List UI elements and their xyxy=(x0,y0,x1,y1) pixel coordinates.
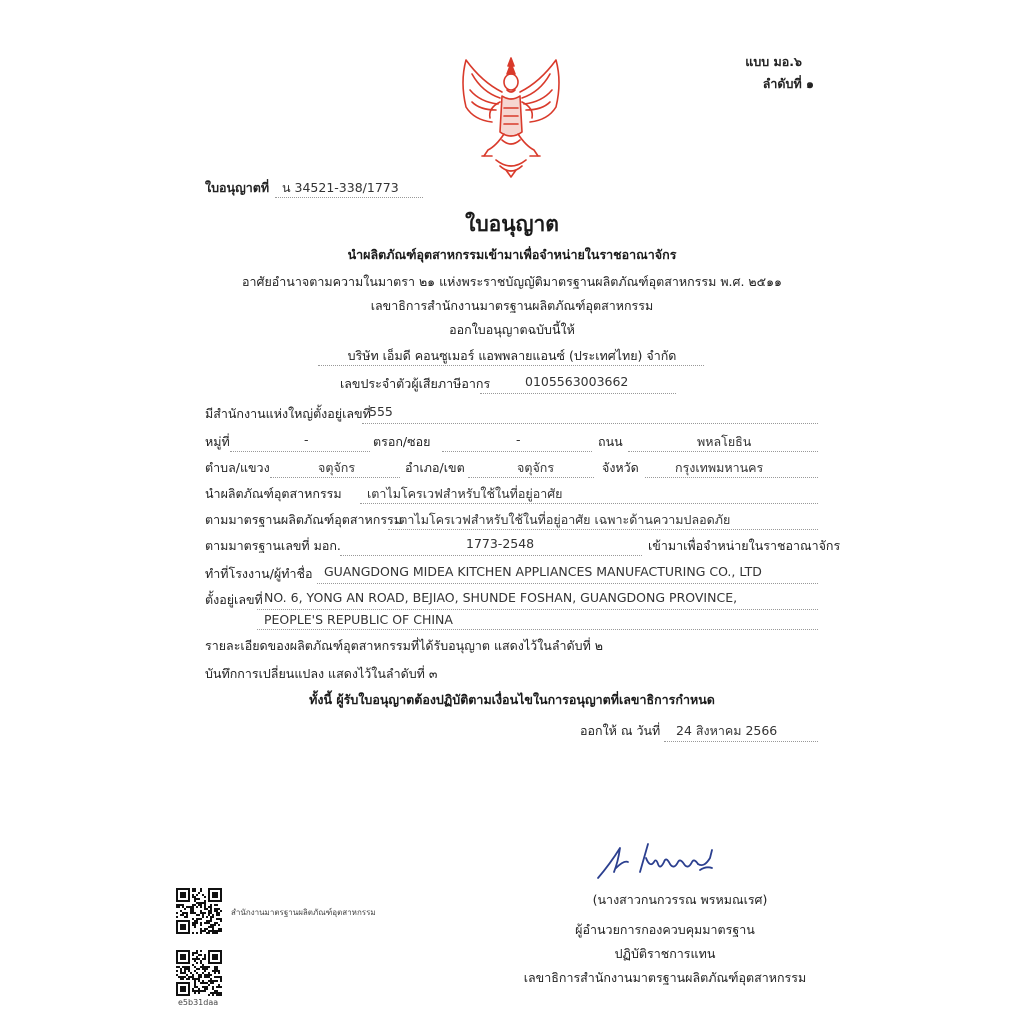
issue-date-underline xyxy=(664,741,818,742)
issuer-text: เลขาธิการสำนักงานมาตรฐานผลิตภัณฑ์อุตสาหกรรม xyxy=(370,298,654,313)
head-office-label: มีสำนักงานแห่งใหญ่ตั้งอยู่เลขที่ xyxy=(205,406,371,421)
province-label: จังหวัด xyxy=(602,460,639,475)
authority-text: อาศัยอำนาจตามความในมาตรา ๒๑ แห่งพระราชบัญญัติมาตรฐานผลิตภัณฑ์อุตสาหกรรม พ.ศ. ๒๕๑๑ xyxy=(242,274,782,289)
footer-office-name: สำนักงานมาตรฐานผลิตภัณฑ์อุตสาหกรรม xyxy=(231,908,376,917)
factory-address-underline-1 xyxy=(257,609,818,610)
province-value: กรุงเทพมหานคร xyxy=(675,460,764,475)
signatory-on-behalf: เลขาธิการสำนักงานมาตรฐานผลิตภัณฑ์อุตสาหกรรม xyxy=(523,970,807,985)
page-sequence: ลำดับที่ ๑ xyxy=(762,76,814,91)
company-name: บริษัท เอ็มดี คอนซูเมอร์ แอพพลายแอนซ์ (ประเทศไทย) จำกัด xyxy=(347,348,677,363)
changes-text: บันทึกการเปลี่ยนแปลง แสดงไว้ในลำดับที่ ๓ xyxy=(205,666,438,681)
road-label: ถนน xyxy=(598,434,623,449)
moo-value: - xyxy=(304,432,309,447)
head-office-value: 555 xyxy=(369,404,393,419)
qr-code-secondary-icon xyxy=(176,950,222,996)
amphoe-underline xyxy=(468,477,594,478)
factory-address-line1: NO. 6, YONG AN ROAD, BEJIAO, SHUNDE FOSHAN, GUANGDONG PROVINCE, xyxy=(264,590,738,605)
province-underline xyxy=(645,477,818,478)
moo-underline xyxy=(230,451,370,452)
factory-address-label: ตั้งอยู่เลขที่ xyxy=(205,592,263,607)
road-value: พหลโยธิน xyxy=(697,434,752,449)
tambon-underline xyxy=(270,477,400,478)
standard-underline xyxy=(388,529,818,530)
company-name-underline xyxy=(318,365,704,366)
license-number-label: ใบอนุญาตที่ xyxy=(205,180,270,195)
tambon-value: จตุจักร xyxy=(318,460,356,475)
product-underline xyxy=(360,503,818,504)
issue-date-label: ออกให้ ณ วันที่ xyxy=(580,723,661,738)
factory-address-line2: PEOPLE'S REPUBLIC OF CHINA xyxy=(264,612,453,627)
document-title: ใบอนุญาต xyxy=(465,212,559,236)
standard-label: ตามมาตรฐานผลิตภัณฑ์อุตสาหกรรม xyxy=(205,512,402,527)
soi-value: - xyxy=(516,432,521,447)
standard-value: เตาไมโครเวฟสำหรับใช้ในที่อยู่อาศัย เฉพาะด้านความปลอดภัย xyxy=(395,512,731,527)
form-code: แบบ มอ.๖ xyxy=(745,54,802,69)
document-subtitle: นำผลิตภัณฑ์อุตสาหกรรมเข้ามาเพื่อจำหน่ายในราชอาณาจักร xyxy=(347,247,677,262)
amphoe-label: อำเภอ/เขต xyxy=(405,460,465,475)
product-value: เตาไมโครเวฟสำหรับใช้ในที่อยู่อาศัย xyxy=(367,486,563,501)
tax-id-underline xyxy=(480,393,676,394)
road-underline xyxy=(628,451,818,452)
qr-code-icon xyxy=(176,888,222,934)
issue-to-text: ออกใบอนุญาตฉบับนี้ให้ xyxy=(449,322,575,337)
head-office-underline xyxy=(362,423,818,424)
signatory-acting: ปฏิบัติราชการแทน xyxy=(614,946,716,961)
standard-number-value: 1773-2548 xyxy=(466,536,535,551)
standard-number-underline xyxy=(340,555,642,556)
standard-number-label: ตามมาตรฐานเลขที่ มอก. xyxy=(205,538,341,553)
tambon-label: ตำบล/แขวง xyxy=(205,460,270,475)
signatory-name: (นางสาวกนกวรรณ พรหมณเรศ) xyxy=(592,892,768,907)
amphoe-value: จตุจักร xyxy=(517,460,555,475)
signatory-position: ผู้อำนวยการกองควบคุมมาตรฐาน xyxy=(575,922,755,937)
moo-label: หมู่ที่ xyxy=(205,434,230,449)
soi-underline xyxy=(442,451,592,452)
soi-label: ตรอก/ซอย xyxy=(373,434,431,449)
license-number-underline xyxy=(275,197,423,198)
tax-id-value: 0105563003662 xyxy=(525,374,629,389)
conditions-text: ทั้งนี้ ผู้รับใบอนุญาตต้องปฏิบัติตามเงื่อนไขในการอนุญาตที่เลขาธิการกำหนด xyxy=(309,692,715,707)
footer-doc-code: e5b31daa xyxy=(178,998,219,1007)
factory-value: GUANGDONG MIDEA KITCHEN APPLIANCES MANUFACTURING CO., LTD xyxy=(324,564,762,579)
factory-address-underline-2 xyxy=(257,629,818,630)
license-number-value: น 34521-338/1773 xyxy=(282,180,399,195)
standard-number-suffix: เข้ามาเพื่อจำหน่ายในราชอาณาจักร xyxy=(648,538,841,553)
factory-label: ทำที่โรงงาน/ผู้ทำชื่อ xyxy=(205,566,313,581)
details-text: รายละเอียดของผลิตภัณฑ์อุตสาหกรรมที่ได้รับอนุญาต แสดงไว้ในลำดับที่ ๒ xyxy=(205,638,604,653)
handwritten-signature-icon xyxy=(594,838,724,888)
garuda-emblem-icon xyxy=(452,52,570,178)
issue-date-value: 24 สิงหาคม 2566 xyxy=(676,723,778,738)
tax-id-label: เลขประจำตัวผู้เสียภาษีอากร xyxy=(340,376,491,391)
product-label: นำผลิตภัณฑ์อุตสาหกรรม xyxy=(205,486,342,501)
factory-underline xyxy=(317,583,818,584)
